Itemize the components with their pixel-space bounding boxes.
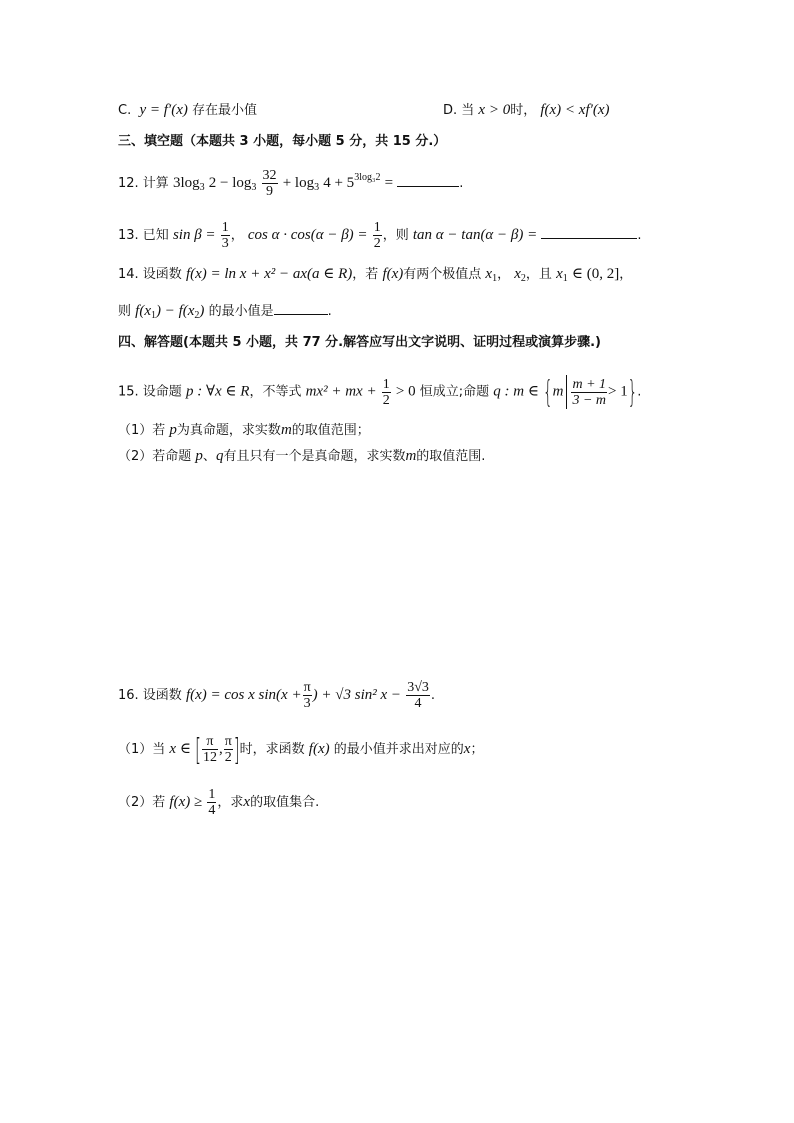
q12-part2: 2 − log: [208, 175, 252, 191]
q13-expr3: tan α − tan(α − β) =: [412, 227, 538, 243]
q14-text4: ，且: [525, 267, 552, 282]
q15-left-brace: {: [543, 374, 553, 410]
q14-x2-sub: 2: [520, 273, 526, 284]
q12-end: .: [459, 176, 464, 191]
q16-1-frac1-den: 12: [202, 750, 217, 765]
q13-comma2: ，则: [382, 228, 409, 243]
q15-frac-den: 2: [382, 392, 390, 408]
q16-1-left-bracket: [: [195, 731, 201, 768]
q12-frac-num: 32: [262, 168, 277, 183]
option-d-cond: x > 0: [478, 102, 511, 118]
question-16-part1: [118, 731, 484, 768]
q15-text2: 恒成立;命题: [419, 384, 490, 400]
q16-fraction2: [406, 680, 430, 711]
question-12: [118, 168, 463, 199]
q14b-end: .: [327, 304, 332, 319]
q15-inequality: mx² + mx +: [305, 383, 377, 400]
q13-end: .: [637, 228, 642, 243]
q14-function: f(x) = ln x + x² − ax(a ∈ R): [185, 266, 353, 282]
q14-x1-sub: 1: [492, 273, 498, 284]
q15-2-sep: 、: [202, 449, 216, 464]
question-16-part2: [118, 787, 319, 818]
q14-text3: ，: [497, 267, 511, 282]
q15-set-bar: [566, 375, 567, 409]
q14-number: 14. 设函数: [118, 267, 182, 282]
q16-frac2-den: 4: [414, 696, 422, 711]
q16-1-frac2: [224, 734, 233, 765]
option-d-expr: f(x) < xf′(x): [540, 102, 610, 118]
option-c: [118, 100, 257, 121]
q12-part1: 3log: [172, 175, 200, 191]
q16-frac2-num: 3√3: [407, 680, 429, 695]
q13-answer-blank[interactable]: [541, 224, 637, 239]
q15-right-brace: }: [627, 374, 638, 410]
q16-number: 16. 设函数: [118, 688, 182, 703]
section-4-title: 四、解答题(本题共 5 小题，共 77 分.解答应写出文字说明、证明过程或演算步骤.): [118, 335, 601, 350]
q13-frac1-den: 3: [221, 236, 229, 251]
q15-set-fraction: [571, 377, 607, 408]
q15-2-label: （2）若命题: [118, 449, 192, 464]
q15-fraction: [382, 377, 391, 408]
question-15-part2: [118, 446, 485, 467]
q14b-e2: ) − f(x: [155, 303, 195, 319]
q16-1-x: x: [463, 741, 471, 757]
q15-1-m: m: [280, 422, 292, 438]
q12-fraction: [262, 168, 278, 199]
question-14-line2: [118, 300, 332, 326]
q14-x1b: x: [556, 266, 563, 282]
q16-1-frac1: [202, 734, 218, 765]
q16-1-frac2-num: π: [224, 734, 232, 749]
q15-number: 15. 设命题: [118, 384, 182, 400]
q16-fraction1: [303, 680, 312, 711]
q16-1-label: （1）当: [118, 742, 166, 757]
q16-2-frac-den: 4: [208, 803, 216, 818]
q14-text1: ，若: [352, 267, 379, 282]
section-3-title: 三、填空题（本题共 3 小题，每小题 5 分，共 15 分.）: [118, 134, 447, 149]
q14b-e3: ): [199, 303, 205, 319]
q15-2-p: p: [195, 448, 203, 464]
option-d-label: D. 当: [443, 103, 475, 118]
q16-2-text2: 的取值集合.: [250, 795, 320, 810]
q14-interval: ∈ (0, 2]: [571, 266, 620, 282]
q13-fraction1: [221, 220, 230, 251]
q16-2-label: （2）若: [118, 795, 166, 810]
q15-2-q: q: [215, 448, 224, 464]
q12-answer-blank[interactable]: [397, 172, 459, 187]
q13-expr2: cos α · cos(α − β) =: [247, 227, 368, 243]
q15-1-end: 的取值范围；: [291, 423, 370, 438]
q15-2-text: 有且只有一个是真命题，求实数: [223, 449, 406, 464]
q16-2-frac-num: 1: [208, 787, 216, 802]
q16-end: .: [430, 688, 436, 703]
q12-base2: 3: [251, 182, 257, 193]
q14b-s2: 2: [194, 310, 200, 321]
q15-prop-q: q : m ∈: [493, 383, 539, 400]
q13-comma1: ，: [230, 228, 244, 243]
q14b-s1: 1: [150, 310, 156, 321]
option-c-text: 存在最小值: [192, 103, 258, 118]
q14b-e1: f(x: [135, 303, 151, 319]
q15-1-label: （1）若: [118, 423, 166, 438]
q14-text5: ，: [619, 267, 633, 282]
q16-1-text1: 时，求函数: [239, 742, 305, 757]
q16-2-expr: f(x) ≥: [169, 794, 203, 810]
q16-2-fraction: [207, 787, 216, 818]
q16-1-sep: ,: [218, 741, 223, 757]
q12-part3: + log: [282, 175, 315, 191]
q14b-text1: 则: [118, 304, 132, 319]
q15-2-m: m: [405, 448, 417, 464]
q15-set-den: 3 − m: [572, 392, 607, 408]
q15-2-end: 的取值范围.: [416, 449, 486, 464]
q12-frac-den: 9: [266, 184, 274, 199]
q16-1-expr: x ∈: [169, 741, 191, 757]
option-c-expr: y = f′(x): [139, 102, 188, 118]
question-15-part1: [118, 420, 370, 441]
q15-inequality2: > 0: [395, 383, 416, 400]
q16-1-frac1-num: π: [202, 734, 218, 750]
q14b-text2: 的最小值是: [208, 304, 274, 319]
q14-x2: x: [514, 266, 521, 282]
q15-set-gt: > 1: [608, 383, 628, 400]
q15-set-num: m + 1: [572, 376, 607, 392]
q16-1-frac2-den: 2: [224, 750, 232, 765]
q13-frac1-num: 1: [221, 220, 229, 235]
q16-expr1: f(x) = cos x sin(x +: [185, 687, 302, 703]
q15-text1: ，不等式: [249, 384, 302, 400]
option-d-text: 时，: [510, 103, 537, 118]
question-13: [118, 220, 642, 251]
q15-set-m: m: [552, 383, 564, 400]
q16-2-text1: ，求: [217, 795, 244, 810]
q14-answer-blank[interactable]: [274, 300, 328, 315]
q13-number: 13. 已知: [118, 228, 169, 243]
q15-prop-p: p : ∀x ∈ R: [185, 383, 250, 400]
q12-part4: 4 + 5: [323, 175, 355, 191]
q16-expr2: ) + √3 sin² x −: [312, 687, 402, 703]
q12-equals: =: [384, 175, 394, 191]
q12-base1: 3: [199, 182, 205, 193]
q12-base3: 3: [314, 182, 320, 193]
option-d: [443, 100, 610, 121]
q14-x1b-sub: 1: [562, 273, 568, 284]
q15-frac-num: 1: [382, 376, 390, 392]
q16-2-x: x: [243, 794, 251, 810]
q16-1-right-bracket: ]: [233, 731, 240, 768]
q15-end: .: [637, 384, 642, 400]
option-c-label: C.: [118, 103, 132, 118]
q14-fx: f(x): [382, 266, 404, 282]
question-15: [118, 375, 641, 409]
q16-1-text2: 的最小值并求出对应的: [333, 742, 464, 757]
q14-x1: x: [485, 266, 493, 282]
q13-frac2-den: 2: [373, 236, 381, 251]
q16-frac1-den: 3: [303, 696, 311, 711]
q14-text2: 有两个极值点: [403, 267, 482, 282]
q16-frac1-num: π: [303, 680, 311, 695]
q16-1-fx: f(x): [308, 741, 330, 757]
q13-frac2-num: 1: [373, 220, 381, 235]
q16-1-text3: ；: [470, 742, 484, 757]
q12-exponent: 3log₃2: [354, 172, 381, 183]
q13-fraction2: [373, 220, 382, 251]
q15-1-text: 为真命题，求实数: [176, 423, 281, 438]
q15-1-var: p: [169, 422, 177, 438]
q12-number: 12. 计算: [118, 176, 169, 191]
question-16: [118, 680, 435, 711]
question-14: [118, 264, 632, 289]
q13-expr1: sin β =: [172, 227, 216, 243]
